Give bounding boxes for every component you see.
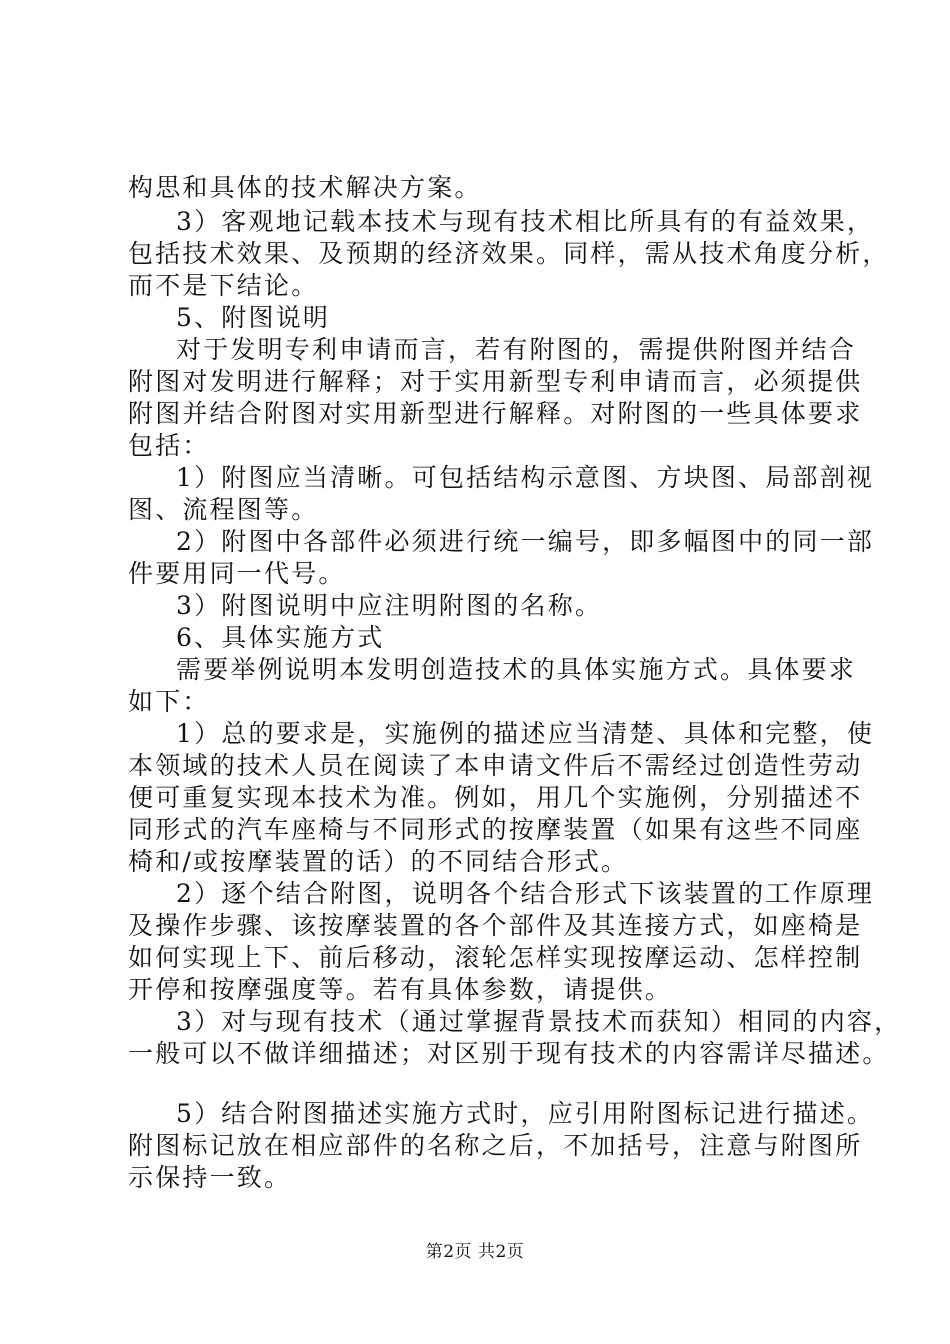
text-line: 对于发明专利申请而言，若有附图的，需提供附图并结合	[176, 335, 857, 364]
text-line: 1）总的要求是，实施例的描述应当清楚、具体和完整，使	[176, 719, 875, 748]
text-line: 示保持一致。	[128, 1163, 292, 1192]
text-line: 1）附图应当清晰。可包括结构示意图、方块图、局部剖视	[176, 463, 875, 492]
text-line: 如下：	[128, 687, 210, 716]
text-line: 附图标记放在相应部件的名称之后，不加括号，注意与附图所	[128, 1131, 863, 1160]
text-line: 2）逐个结合附图，说明各个结合形式下该装置的工作原理	[176, 879, 875, 908]
text-line: 3）附图说明中应注明附图的名称。	[176, 591, 603, 620]
text-line: 本领域的技术人员在阅读了本申请文件后不需经过创造性劳动	[128, 751, 863, 780]
page-footer: 第2页 共2页	[425, 1242, 525, 1262]
text-line: 及操作步骤、该按摩装置的各个部件及其连接方式，如座椅是	[128, 911, 863, 940]
text-line: 如何实现上下、前后移动，滚轮怎样实现按摩运动、怎样控制	[128, 943, 863, 972]
text-line: 件要用同一代号。	[128, 559, 346, 588]
text-line: 便可重复实现本技术为准。例如，用几个实施例，分别描述不	[128, 783, 863, 812]
text-line: 椅和/或按摩装置的话）的不同结合形式。	[128, 847, 629, 876]
text-line: 同形式的汽车座椅与不同形式的按摩装置（如果有这些不同座	[128, 815, 863, 844]
text-line: 5）结合附图描述实施方式时，应引用附图标记进行描述。	[176, 1099, 875, 1128]
text-line: 附图并结合附图对实用新型进行解释。对附图的一些具体要求	[128, 399, 863, 428]
text-line: 而不是下结论。	[128, 271, 319, 300]
text-line: 6、具体实施方式	[176, 623, 385, 652]
text-line: 3）客观地记载本技术与现有技术相比所具有的有益效果，	[176, 207, 875, 236]
text-line: 附图对发明进行解释；对于实用新型专利申请而言，必须提供	[128, 367, 863, 396]
text-line: 包括：	[128, 431, 210, 460]
text-line: 开停和按摩强度等。若有具体参数，请提供。	[128, 975, 673, 1004]
text-line: 构思和具体的技术解决方案。	[128, 173, 482, 202]
text-line: 需要举例说明本发明创造技术的具体实施方式。具体要求	[176, 655, 857, 684]
text-line: 一般可以不做详细描述；对区别于现有技术的内容需详尽描述。	[128, 1039, 890, 1068]
text-line: 图、流程图等。	[128, 495, 319, 524]
text-line: 包括技术效果、及预期的经济效果。同样，需从技术角度分析，	[128, 239, 890, 268]
text-line: 3）对与现有技术（通过掌握背景技术而获知）相同的内容，	[176, 1007, 902, 1036]
text-line: 5、附图说明	[176, 303, 331, 332]
text-line: 2）附图中各部件必须进行统一编号，即多幅图中的同一部	[176, 527, 875, 556]
